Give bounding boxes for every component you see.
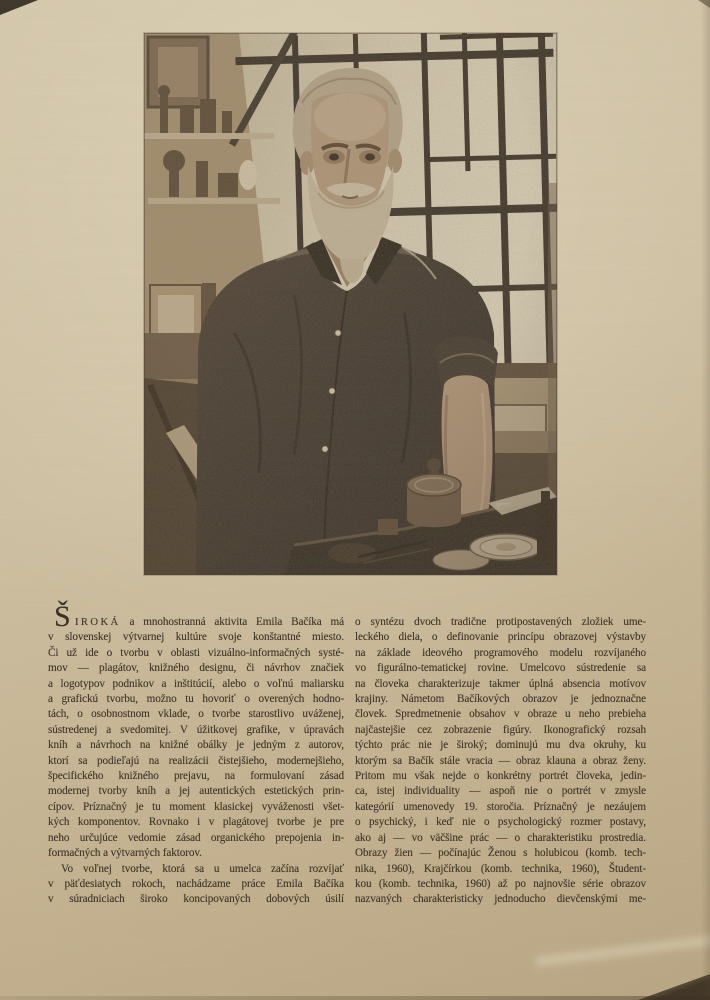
text-line: ako aj — vo väčšine prác — o charakteristiku prostredia. [355, 831, 646, 844]
text-line: Obrazy žien — počínajúc Ženou s holubicou (komb. tech- [355, 847, 646, 860]
text-line: Vo voľnej tvorbe, ktorá sa u umelca začína rozvíjať [61, 862, 344, 875]
text-line: na človeka charakterizuje takmer úplná absencia motívov [355, 677, 646, 690]
artist-portrait-photo [144, 33, 557, 575]
text-line: týchto prác nie je široký; dominujú mu dva okruhy, ku [355, 739, 646, 752]
text-line: neho určujúce vedomie zásad organického prepojenia in- [48, 831, 344, 844]
text-line: ktorí sa podieľajú na realizácii čistejšieho, modernejšieho, [48, 754, 344, 767]
text-line: v slovenskej výtvarnej kultúre svoje konštantné miesto. [48, 631, 344, 644]
text-line: o psychický, i keď nie o psychologický rozmer postavy, [355, 816, 646, 829]
drop-cap-initial: Š [54, 600, 71, 633]
text-line: kategórií umenovedy 19. storočia. Príznačný je nezáujem [355, 800, 646, 813]
first-line [48, 600, 344, 633]
page-right-edge-shadow [701, 0, 710, 1000]
text-line: Či už ide o tvorbu v oblasti vizuálno-informačných systé- [48, 646, 344, 659]
text-line: v päťdesiatych rokoch, nachádzame práce Emila Bačíka [48, 877, 344, 890]
text-line: nazvaných charakteristicky jednoducho dievčenskými me- [355, 893, 646, 906]
text-line: tách, o osobnostnom vklade, o tvorbe starostlivo uváženej, [48, 708, 344, 721]
text-line: ktorým sa Bačík stále vracia — obraz klauna a obraz ženy. [355, 754, 646, 767]
text-line: v súradniciach široko koncipovaných dobových úsilí [48, 893, 344, 906]
page-corner-shadow-topleft [0, 0, 38, 15]
text-line: modernej tvorby kníh a jej autentických estetických prin- [48, 785, 344, 798]
left-column [48, 600, 344, 908]
lead-word-small-caps: IROKÁ [75, 617, 121, 628]
text-line: o syntézu dvoch tradične protipostavených zložiek ume- [355, 616, 646, 628]
text-line: Pritom mu však nejde o konkrétny portrét človeka, jedin- [355, 770, 646, 783]
text-line: kníh a návrhoch na knižné obálky je jedným z autorov, [48, 739, 344, 752]
right-column-lines [355, 615, 646, 908]
right-column [355, 615, 646, 908]
portrait-photo-drawing [144, 33, 557, 575]
paper-crease [535, 935, 710, 966]
text-line: mov — plagátov, knižného designu, či návrhov značiek [48, 662, 344, 675]
text-line: formačných a výtvarných faktorov. [48, 847, 202, 860]
text-line: a logotypov podnikov a inštitúcií, alebo o voľnú maliarsku [48, 677, 344, 690]
text-line: leckého diela, o definovanie princípu obrazovej výstavby [355, 631, 646, 644]
first-line-rest: a mnohostranná aktivita Emila Bačíka má [129, 616, 344, 628]
text-line: sústredenej a svedomitej. V úžitkovej grafike, v úpravách [48, 723, 344, 736]
text-line: špecifického knižného prejavu, na formulovaní zásad [48, 770, 344, 783]
left-column-lines [48, 630, 344, 907]
text-line: ca, istej individuality — aspoň nie o portrét v zmysle [355, 785, 646, 798]
text-line: človek. Spredmetnenie obsahov v obraze u neho prebieha [355, 708, 646, 721]
text-line: najčastejšie cez zobrazenie figúry. Ikonografický rozsah [355, 723, 646, 736]
text-line: nika, 1960), Krajčírkou (komb. technika, 1960), Študent- [355, 862, 646, 875]
text-line: kou (komb. technika, 1960) až po najnovšie série obrazov [355, 877, 646, 890]
text-line: vo figurálno-tematickej rovine. Umelcovo sústredenie sa [355, 662, 646, 675]
text-line: na základe ideového programového modelu rozvíjaného [355, 646, 646, 659]
text-line: kých komponentov. Rovnako i v plagátovej tvorbe je pre [48, 816, 344, 829]
page-bottom-edge-shadow [0, 996, 710, 1000]
text-line: cípov. Príznačný je tu moment klasickej vyváženosti všet- [48, 800, 344, 813]
text-line: krajiny. Námetom Bačíkových obrazov je jednoznačne [355, 693, 646, 706]
text-line: a grafickú tvorbu, možno tu hovoriť o overených hodno- [48, 693, 344, 706]
